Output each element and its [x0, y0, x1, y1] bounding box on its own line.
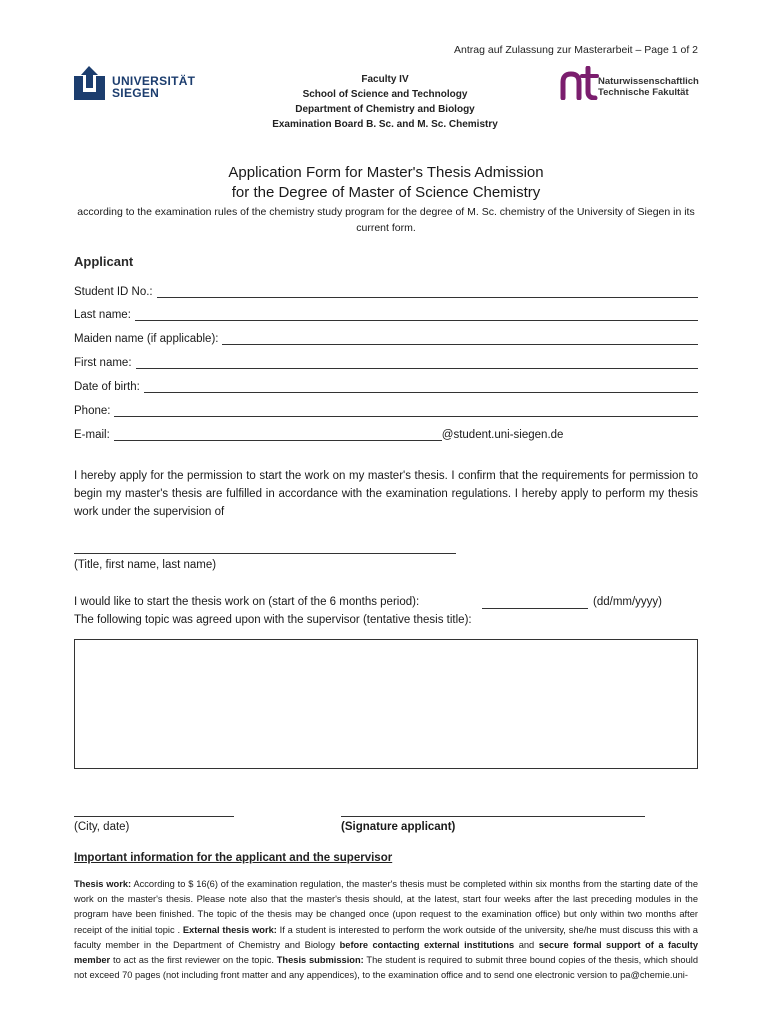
- input-line[interactable]: [114, 405, 698, 417]
- input-line[interactable]: [222, 333, 698, 345]
- city-date-input-line[interactable]: [74, 815, 234, 817]
- faculty-line: Examination Board B. Sc. and M. Sc. Chemistry: [272, 119, 498, 130]
- field-label: Last name:: [74, 309, 131, 321]
- supervisor-input-line[interactable]: [74, 552, 456, 554]
- city-date-caption: (City, date): [74, 821, 130, 833]
- email-field[interactable]: [74, 425, 698, 441]
- field-label: Phone:: [74, 405, 111, 417]
- topic-label: The following topic was agreed upon with the supervisor (tentative thesis title):: [74, 614, 472, 626]
- external-label: External thesis work:: [182, 924, 277, 935]
- supervisor-caption: (Title, first name, last name): [74, 559, 217, 571]
- external-emphasis: before contacting external institutions: [339, 939, 515, 950]
- input-line[interactable]: [135, 309, 698, 321]
- form-title-line1: Application Form for Master's Thesis Admission: [228, 164, 544, 181]
- faculty-line: Department of Chemistry and Biology: [295, 104, 475, 115]
- thesis-work-label: Thesis work:: [74, 879, 132, 889]
- external-emphasis: secure formal support of a faculty member: [74, 939, 698, 966]
- university-logo: [74, 66, 204, 104]
- field-label: Maiden name (if applicable):: [74, 333, 219, 345]
- date-of-birth-field[interactable]: [74, 377, 698, 393]
- start-date-label: I would like to start the thesis work on (start of the 6 months period):: [74, 596, 420, 608]
- faculty-line: Faculty IV: [361, 74, 409, 85]
- faculty-line: School of Science and Technology: [302, 89, 468, 100]
- thesis-work-text: According to $ 16(6) of the examination regulation, the master's thesis must be completed within six months from the starting date of the work on the master's thesis. Please note also that the master's thesis should, at the latest, start four weeks after the last preceding modules in the program have been finished. The topic of the thesis may be changed once (upon request to the examination office) but only within two months after receipt of the initial topic .: [74, 879, 698, 935]
- faculty-logo-line2: Technische Fakultät: [598, 87, 689, 98]
- field-label: First name:: [74, 357, 132, 369]
- input-line[interactable]: [136, 357, 698, 369]
- input-line[interactable]: [157, 286, 698, 298]
- date-format-hint: (dd/mm/yyyy): [593, 596, 662, 608]
- field-label: E-mail:: [74, 429, 110, 441]
- signature-input-line[interactable]: [341, 815, 645, 817]
- email-domain: @student.uni-siegen.de: [441, 429, 564, 441]
- external-text: to act as the first reviewer on the topic.: [112, 955, 274, 966]
- signature-caption: (Signature applicant): [341, 821, 456, 833]
- first-name-field[interactable]: [74, 353, 698, 369]
- form-title-line2: for the Degree of Master of Science Chemistry: [231, 184, 541, 201]
- input-line[interactable]: [144, 381, 698, 393]
- university-name-line1: UNIVERSITÄT: [112, 74, 196, 88]
- external-text: If a student is interested to perform the work outside of the university, she/he must discuss this with a faculty member in the Department of Chemistry and Biology: [74, 924, 698, 950]
- thesis-title-textbox[interactable]: [74, 639, 698, 769]
- important-info-text: [74, 877, 698, 983]
- nt-logo-icon: [560, 66, 600, 100]
- application-statement: I hereby apply for the permission to start the work on my master's thesis. I confirm that the requirements for permission to begin my master's thesis are fulfilled in accordance with the examination regulations. I hereby apply to perform my thesis work under the supervision of: [74, 470, 698, 518]
- last-name-field[interactable]: [74, 305, 698, 321]
- student-id-field[interactable]: [74, 282, 698, 298]
- external-and: and: [518, 939, 535, 950]
- phone-field[interactable]: [74, 401, 698, 417]
- start-date-input-line[interactable]: [482, 607, 588, 609]
- form-title: [74, 163, 698, 203]
- submission-label: Thesis submission:: [276, 955, 364, 966]
- faculty-block: [200, 72, 570, 132]
- faculty-logo-line1: Naturwissenschaftlich: [598, 76, 699, 87]
- form-subtitle: according to the examination rules of the chemistry study program for the degree of M. Sc. chemistry of the University of Siegen in its current form.: [77, 206, 695, 234]
- field-label: Date of birth:: [74, 381, 140, 393]
- important-info-heading: Important information for the applicant and the supervisor: [74, 852, 393, 864]
- field-label: Student ID No.:: [74, 286, 153, 298]
- maiden-name-field[interactable]: [74, 329, 698, 345]
- faculty-logo: [560, 66, 710, 102]
- input-line[interactable]: [114, 429, 442, 441]
- page-label: Antrag auf Zulassung zur Masterarbeit – Page 1 of 2: [454, 44, 698, 56]
- applicant-heading: Applicant: [74, 254, 134, 269]
- submission-text: The student is required to submit three bound copies of the thesis, which should not exceed 70 pages (not including front matter and any appendices), to the examination office and to send one electronic version to pa@chemie.uni-: [74, 955, 698, 981]
- university-name-line2: SIEGEN: [112, 86, 160, 100]
- university-logo-icon: [74, 66, 108, 100]
